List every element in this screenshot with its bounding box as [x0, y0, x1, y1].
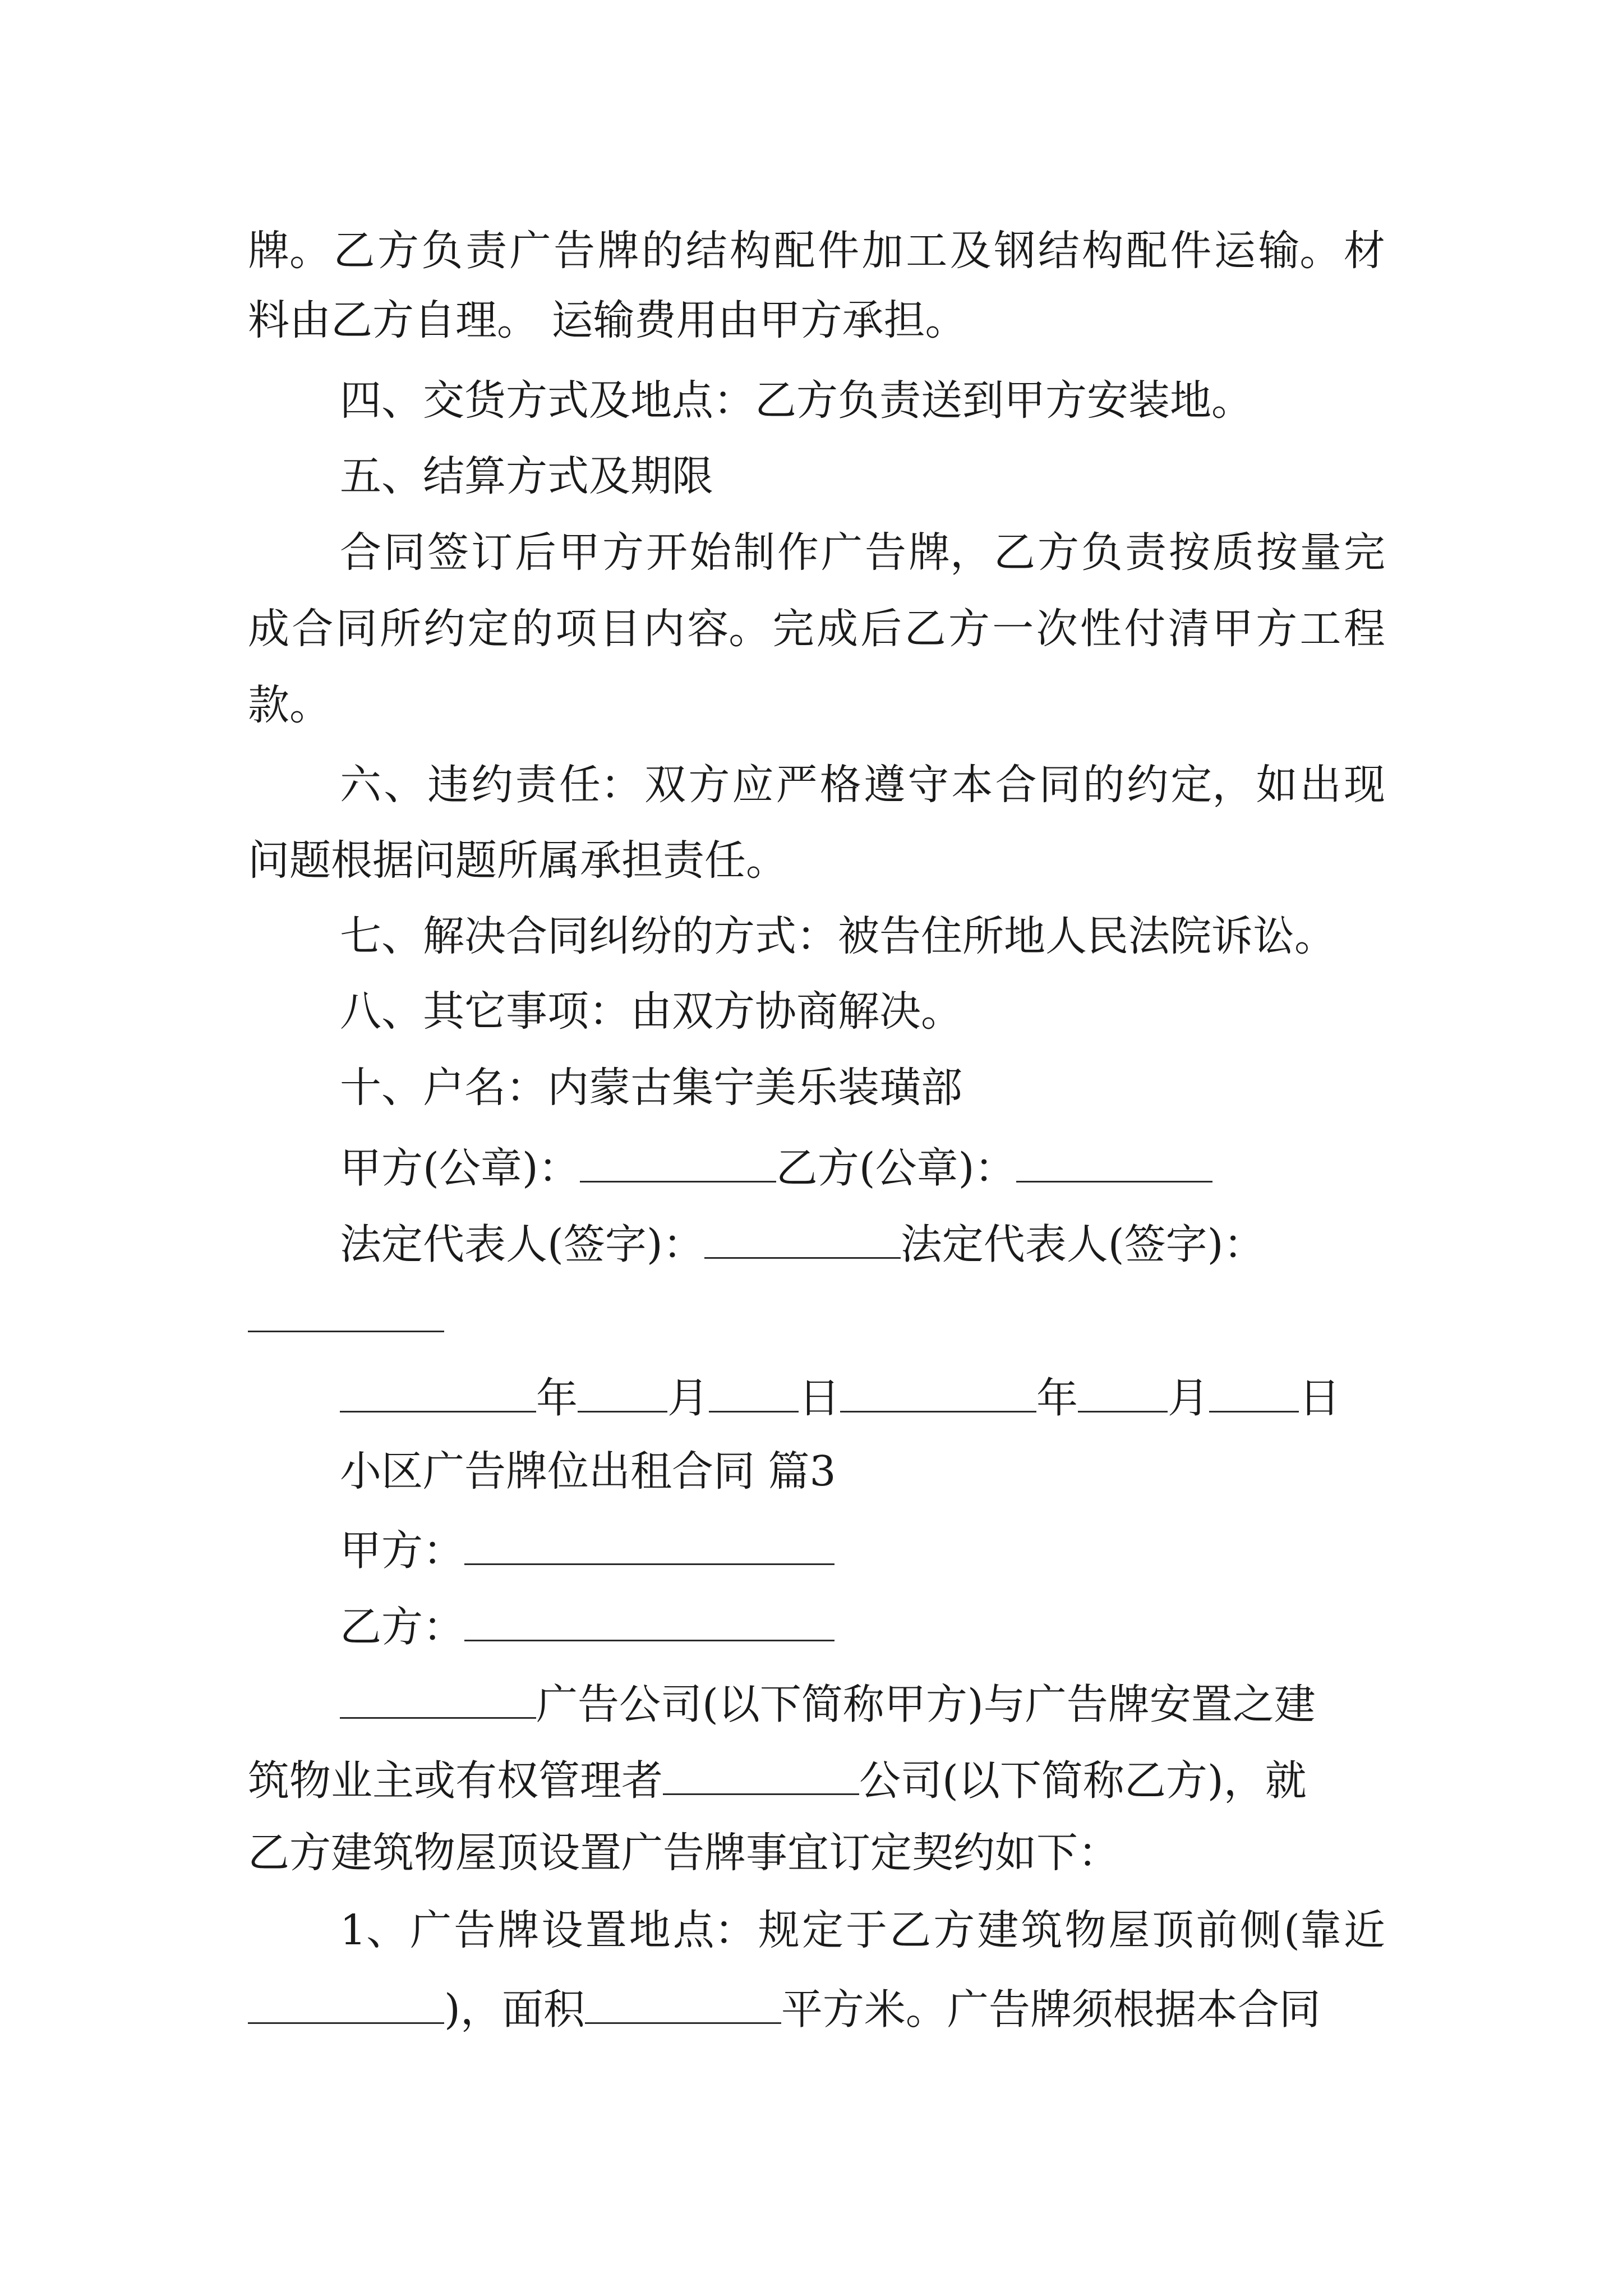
- paragraph-line: [340, 528, 1385, 577]
- party-b-representative-label: 法定代表人(签字)：: [900, 1220, 1265, 1269]
- paragraph-line: [248, 605, 1385, 653]
- line-char: 告: [454, 1906, 496, 1954]
- month-label: 月: [1168, 1374, 1209, 1423]
- line-char: 乙: [333, 227, 375, 275]
- line-char: 方: [948, 605, 990, 653]
- line-char: 牌。: [248, 227, 331, 275]
- paragraph-line: [340, 1680, 1316, 1729]
- section-eight-other: 八、其它事项：由双方协商解决。: [340, 987, 962, 1036]
- line-char: 的: [642, 227, 684, 275]
- line-char: 内: [643, 605, 685, 653]
- party-b-line: [340, 1602, 834, 1651]
- line-char: 规: [758, 1906, 800, 1954]
- section-four-delivery: 四、交货方式及地点：乙方负责送到甲方安装地。: [340, 376, 1253, 425]
- line-char: 责: [465, 227, 508, 275]
- line-char: 约: [471, 761, 513, 809]
- paragraph-line: 问题根据问题所属承担责任。: [248, 836, 787, 885]
- line-char: 双: [644, 761, 686, 809]
- line-char: 物: [1064, 1906, 1106, 1954]
- line-char: 约: [1127, 761, 1169, 809]
- area-blank: [585, 1985, 781, 2024]
- line-char: 责: [1125, 528, 1166, 577]
- day-blank: [709, 1373, 799, 1412]
- year-label: 年: [1036, 1374, 1078, 1423]
- line-char: 严: [776, 761, 818, 809]
- line-char: 出: [1299, 761, 1341, 809]
- paragraph-line: 乙方建筑物屋顶设置广告牌事宜订定契约如下：: [248, 1829, 1119, 1877]
- line-char: 成: [248, 605, 289, 653]
- line-char: 工: [906, 227, 948, 275]
- paragraph-text: 筑物业主或有权管理者: [248, 1756, 663, 1805]
- line-char: 方: [602, 528, 644, 577]
- line-char: 始: [690, 528, 731, 577]
- line-char: 甲: [559, 528, 600, 577]
- line-char: 任：: [559, 761, 642, 809]
- company-a-blank: [340, 1680, 536, 1719]
- section-six-liability: [340, 761, 1385, 809]
- paragraph-line: [248, 227, 1385, 275]
- line-char: 现: [1343, 761, 1385, 809]
- party-b-seal-blank: [1016, 1143, 1212, 1182]
- line-char: 侧: [1239, 1906, 1281, 1954]
- line-char: 目: [599, 605, 641, 653]
- line-char: 方: [1256, 605, 1298, 653]
- paragraph-line: 料由乙方自理。 运输费用由甲方承担。: [248, 296, 967, 344]
- line-char: 加: [861, 227, 903, 275]
- contract-three-heading: 小区广告牌位出租合同 篇3: [340, 1447, 836, 1496]
- party-a-seal-label: 甲方(公章)：: [340, 1144, 580, 1193]
- day-label: 日: [799, 1374, 840, 1423]
- line-char: 工: [1299, 605, 1341, 653]
- line-char: (靠: [1283, 1906, 1341, 1954]
- date-line: [340, 1373, 1340, 1423]
- line-char: 方: [688, 761, 730, 809]
- line-char: 量: [1300, 528, 1341, 577]
- line-char: 配: [773, 227, 815, 275]
- line-char: 结: [685, 227, 727, 275]
- line-char: 合: [995, 761, 1037, 809]
- party-b-blank: [464, 1602, 834, 1641]
- line-char: 乙: [904, 605, 946, 653]
- line-char: 守: [907, 761, 949, 809]
- line-char: 责: [515, 761, 557, 809]
- line-char: 同: [335, 605, 377, 653]
- line-char: 方: [1038, 528, 1079, 577]
- line-char: 后: [860, 605, 902, 653]
- line-char: 牌: [597, 227, 639, 275]
- line-char: 筑: [1021, 1906, 1063, 1954]
- section-five-heading: 五、结算方式及期限: [340, 452, 713, 500]
- line-char: 清: [1168, 605, 1210, 653]
- year-blank: [340, 1373, 536, 1412]
- line-char: 如: [1256, 761, 1298, 809]
- line-char: 告: [865, 528, 906, 577]
- party-a-representative-blank: [704, 1220, 901, 1259]
- line-char: 同: [384, 528, 425, 577]
- line-char: 件: [1170, 227, 1212, 275]
- item-one-location: [340, 1906, 1385, 1954]
- line-char: 屋: [1108, 1906, 1150, 1954]
- year-blank: [840, 1373, 1036, 1412]
- line-char: 配: [1126, 227, 1168, 275]
- party-b-seal-label: 乙方(公章)：: [776, 1144, 1016, 1193]
- day-label: 日: [1299, 1374, 1340, 1423]
- line-char: 的: [1083, 761, 1124, 809]
- line-char: 负: [1081, 528, 1123, 577]
- line-char: 构: [1082, 227, 1124, 275]
- paragraph-text: 平方米。广告牌须根据本合同: [781, 1985, 1321, 2034]
- line-char: 应: [732, 761, 774, 809]
- party-a-representative-label: 法定代表人(签字)：: [340, 1220, 704, 1269]
- line-char: 质: [1212, 528, 1254, 577]
- line-char: 、: [384, 761, 426, 809]
- line-char: 付: [1124, 605, 1166, 653]
- month-blank: [578, 1373, 667, 1412]
- company-b-blank: [663, 1756, 859, 1795]
- line-char: 近: [1343, 1906, 1385, 1954]
- line-char: 输。: [1258, 227, 1341, 275]
- line-char: 格: [819, 761, 861, 809]
- line-char: 定，: [1170, 761, 1254, 809]
- line-char: 牌，: [909, 528, 992, 577]
- line-char: 作: [777, 528, 819, 577]
- line-char: 按: [1169, 528, 1210, 577]
- line-char: 同: [1039, 761, 1081, 809]
- line-char: 违: [427, 761, 469, 809]
- line-char: 地: [629, 1906, 671, 1954]
- line-char: 成: [816, 605, 858, 653]
- line-char: 合: [340, 528, 381, 577]
- line-char: 负: [421, 227, 463, 275]
- paragraph-text: 公司(以下简称乙方)，就: [859, 1756, 1307, 1805]
- line-char: 开: [646, 528, 688, 577]
- line-char: 广: [821, 528, 863, 577]
- representative-line: [340, 1220, 1265, 1269]
- line-char: 结: [1038, 227, 1080, 275]
- line-char: 六: [340, 761, 381, 809]
- line-char: 性: [1080, 605, 1122, 653]
- line-char: 构: [730, 227, 772, 275]
- line-char: 点：: [672, 1906, 756, 1954]
- section-seven-disputes: 七、解决合同纠纷的方式：被告住所地人民法院诉讼。: [340, 912, 1336, 960]
- line-char: 运: [1214, 227, 1256, 275]
- line-char: 方: [377, 227, 419, 275]
- paragraph-text: 广告公司(以下简称甲方)与广告牌安置之建: [536, 1680, 1316, 1729]
- section-ten-account-name: 十、户名：内蒙古集宁美乐装璜部: [340, 1064, 962, 1112]
- seal-line: [340, 1143, 1212, 1193]
- paragraph-line: 款。: [248, 681, 331, 729]
- line-char: 所: [379, 605, 421, 653]
- line-char: 置: [585, 1906, 627, 1954]
- line-char: 项: [555, 605, 597, 653]
- line-char: 及: [949, 227, 992, 275]
- line-char: 后: [515, 528, 556, 577]
- line-char: 定: [801, 1906, 843, 1954]
- near-blank: [248, 1985, 444, 2024]
- line-char: 乙: [889, 1906, 932, 1954]
- party-b-label: 乙方：: [340, 1603, 464, 1651]
- line-char: 广: [410, 1906, 452, 1954]
- line-char: 容。: [687, 605, 771, 653]
- line-char: 1、: [340, 1906, 408, 1954]
- line-char: 合: [292, 605, 334, 653]
- line-char: 设: [541, 1906, 583, 1954]
- month-label: 月: [667, 1374, 709, 1423]
- line-char: 告: [554, 227, 596, 275]
- line-char: 件: [818, 227, 860, 275]
- line-char: 完: [1344, 528, 1385, 577]
- party-a-seal-blank: [580, 1143, 776, 1182]
- line-char: 按: [1256, 528, 1298, 577]
- party-a-blank: [464, 1526, 834, 1565]
- year-label: 年: [536, 1374, 578, 1423]
- month-blank: [1078, 1373, 1168, 1412]
- line-char: 牌: [497, 1906, 540, 1954]
- line-char: 制: [734, 528, 775, 577]
- party-b-representative-blank: [248, 1331, 444, 1332]
- paragraph-line: [248, 1985, 1321, 2034]
- line-char: 完: [772, 605, 814, 653]
- line-char: 甲: [1211, 605, 1253, 653]
- line-char: 广: [509, 227, 551, 275]
- line-char: 程: [1343, 605, 1385, 653]
- party-a-label: 甲方：: [340, 1526, 464, 1575]
- line-char: 遵: [864, 761, 906, 809]
- day-blank: [1209, 1373, 1299, 1412]
- line-char: 一: [992, 605, 1034, 653]
- line-char: 建: [977, 1906, 1019, 1954]
- line-char: 订: [471, 528, 513, 577]
- line-char: 方: [933, 1906, 975, 1954]
- line-char: 签: [427, 528, 469, 577]
- line-char: 顶: [1152, 1906, 1194, 1954]
- line-char: 约: [423, 605, 465, 653]
- line-char: 次: [1036, 605, 1078, 653]
- line-char: 于: [846, 1906, 888, 1954]
- line-char: 钢: [994, 227, 1036, 275]
- line-char: 材: [1343, 227, 1385, 275]
- line-char: 乙: [994, 528, 1035, 577]
- paragraph-line: [248, 1756, 1307, 1805]
- line-char: 本: [951, 761, 993, 809]
- party-a-line: [340, 1526, 834, 1575]
- paragraph-text: )，面积: [444, 1985, 585, 2034]
- line-char: 的: [511, 605, 553, 653]
- line-char: 定: [467, 605, 509, 653]
- line-char: 前: [1196, 1906, 1238, 1954]
